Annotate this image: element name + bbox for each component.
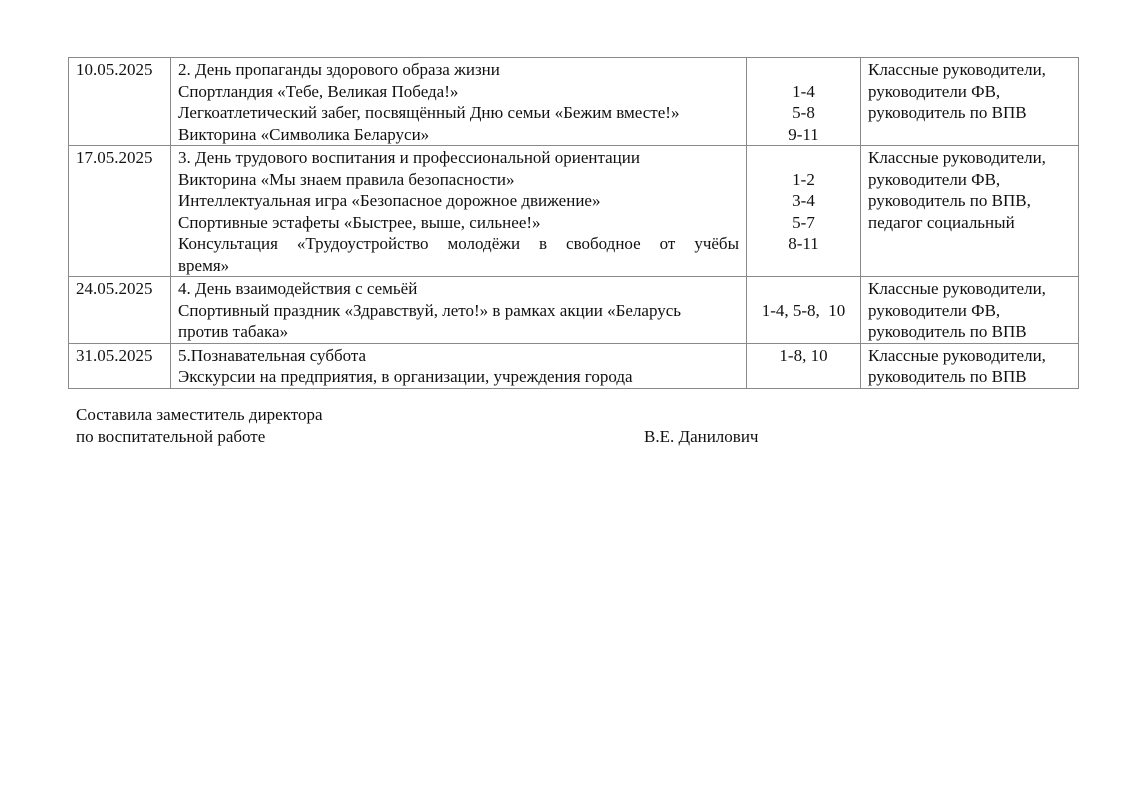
responsible-line: Классные руководители, xyxy=(868,345,1046,365)
table-row xyxy=(69,58,1079,146)
classes-cell xyxy=(747,146,861,277)
classes-cell xyxy=(747,343,861,388)
responsible-line: руководители ФВ, xyxy=(868,169,1001,189)
responsible-line: руководители ФВ, xyxy=(868,81,1001,101)
responsible-line: Классные руководители, xyxy=(868,148,1046,167)
responsible-cell xyxy=(861,146,1079,277)
class-range: 5-7 xyxy=(792,212,815,232)
responsible-line: руководитель по ВПВ xyxy=(868,367,1027,386)
event-item: Интеллектуальная игра «Безопасное дорожное движение» xyxy=(178,191,601,210)
class-range: 1-2 xyxy=(792,169,815,189)
table-row xyxy=(69,146,1079,277)
event-item: Спортландия «Тебе, Великая Победа!» xyxy=(178,81,459,101)
classes-cell xyxy=(747,277,861,344)
event-date: 31.05.2025 xyxy=(76,345,153,365)
signature-block xyxy=(76,404,759,448)
event-item: Викторина «Мы знаем правила безопасности» xyxy=(178,169,515,189)
date-cell xyxy=(69,343,171,388)
responsible-line: руководитель по ВПВ, xyxy=(868,191,1031,210)
class-range: 9-11 xyxy=(788,124,819,144)
event-date: 17.05.2025 xyxy=(76,148,153,167)
event-item: Консультация «Трудоустройство молодёжи в свободное от учёбы xyxy=(178,234,739,253)
event-item: Спортивный праздник «Здравствуй, лето!» в рамках акции «Беларусь xyxy=(178,300,682,320)
day-title: 5.Познавательная суббота xyxy=(178,345,367,365)
responsible-cell xyxy=(861,343,1079,388)
event-item-continued: время» xyxy=(178,255,230,275)
class-range: 8-11 xyxy=(788,234,819,253)
event-cell xyxy=(171,58,747,146)
class-range: 1-8, 10 xyxy=(779,345,828,365)
responsible-line: руководитель по ВПВ xyxy=(868,322,1027,341)
signature-line-2: по воспитательной работе xyxy=(76,427,266,446)
day-title: 2. День пропаганды здорового образа жизни xyxy=(178,60,500,79)
responsible-line: руководитель по ВПВ xyxy=(868,103,1027,122)
table-row xyxy=(69,277,1079,344)
event-date: 24.05.2025 xyxy=(76,279,153,298)
events-plan-table xyxy=(68,57,1079,389)
event-cell xyxy=(171,146,747,277)
event-item: Спортивные эстафеты «Быстрее, выше, сильнее!» xyxy=(178,212,541,232)
class-range: 5-8 xyxy=(792,103,815,122)
date-cell xyxy=(69,58,171,146)
event-item-continued: против табака» xyxy=(178,322,289,341)
class-range: 1-4, 5-8, 10 xyxy=(761,300,846,320)
signature-line-1: Составила заместитель директора xyxy=(76,405,323,424)
responsible-line: Классные руководители, xyxy=(868,279,1046,298)
event-cell xyxy=(171,277,747,344)
event-cell xyxy=(171,343,747,388)
event-date: 10.05.2025 xyxy=(76,60,153,79)
table-row xyxy=(69,343,1079,388)
classes-cell xyxy=(747,58,861,146)
class-range: 1-4 xyxy=(792,81,815,101)
responsible-line: руководители ФВ, xyxy=(868,300,1001,320)
date-cell xyxy=(69,146,171,277)
event-item: Викторина «Символика Беларуси» xyxy=(178,124,430,144)
date-cell xyxy=(69,277,171,344)
class-range: 3-4 xyxy=(792,191,815,210)
day-title: 4. День взаимодействия с семьёй xyxy=(178,279,418,298)
responsible-cell xyxy=(861,277,1079,344)
day-title: 3. День трудового воспитания и профессиональной ориентации xyxy=(178,148,640,167)
signer-name: В.Е. Данилович xyxy=(644,427,759,446)
responsible-line: педагог социальный xyxy=(868,212,1015,232)
responsible-line: Классные руководители, xyxy=(868,60,1046,79)
event-item: Экскурсии на предприятия, в организации, учреждения города xyxy=(178,367,633,386)
event-item: Легкоатлетический забег, посвящённый Дню семьи «Бежим вместе!» xyxy=(178,103,680,122)
responsible-cell xyxy=(861,58,1079,146)
